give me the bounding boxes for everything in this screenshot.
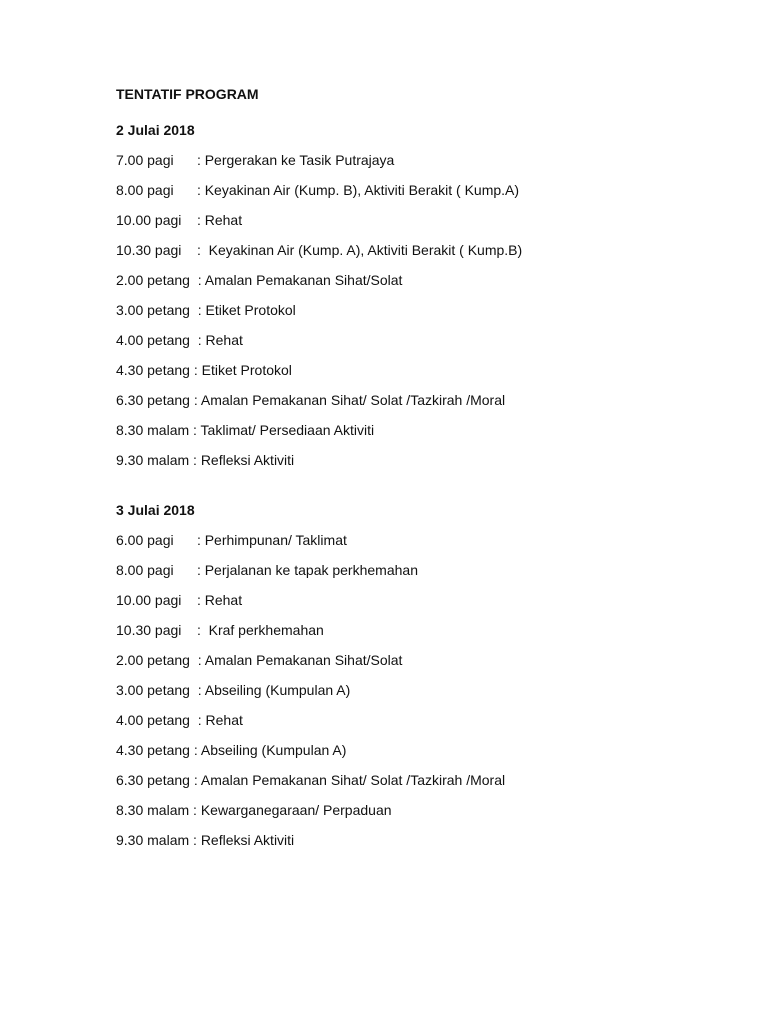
schedule-list (116, 150, 736, 470)
schedule-item: 6.00 pagi : Perhimpunan/ Taklimat (116, 532, 347, 548)
schedule-item: 10.30 pagi : Kraf perkhemahan (116, 622, 324, 638)
schedule-item: 4.30 petang : Abseiling (Kumpulan A) (116, 742, 347, 758)
schedule-item: 8.00 pagi : Keyakinan Air (Kump. B), Aktiviti Berakit ( Kump.A) (116, 182, 520, 198)
schedule-item: 8.30 malam : Taklimat/ Persediaan Aktiviti (116, 422, 375, 438)
schedule-list (116, 530, 736, 850)
document-page (116, 84, 736, 860)
day-date: 2 Julai 2018 (116, 122, 195, 138)
schedule-item: 6.30 petang : Amalan Pemakanan Sihat/ Solat /Tazkirah /Moral (116, 772, 506, 788)
schedule-item: 2.00 petang : Amalan Pemakanan Sihat/Solat (116, 652, 403, 668)
schedule-item: 3.00 petang : Abseiling (Kumpulan A) (116, 682, 351, 698)
schedule-item: 4.30 petang : Etiket Protokol (116, 362, 292, 378)
schedule-item: 4.00 petang : Rehat (116, 712, 243, 728)
schedule-item: 7.00 pagi : Pergerakan ke Tasik Putrajaya (116, 152, 395, 168)
section-spacer (116, 480, 736, 500)
schedule-item: 9.30 malam : Refleksi Aktiviti (116, 452, 295, 468)
document-title: TENTATIF PROGRAM (116, 86, 259, 102)
schedule-item: 9.30 malam : Refleksi Aktiviti (116, 832, 295, 848)
schedule-item: 8.00 pagi : Perjalanan ke tapak perkhemahan (116, 562, 418, 578)
schedule-item: 10.30 pagi : Keyakinan Air (Kump. A), Aktiviti Berakit ( Kump.B) (116, 242, 523, 258)
schedule-item: 10.00 pagi : Rehat (116, 212, 243, 228)
schedule-item: 3.00 petang : Etiket Protokol (116, 302, 296, 318)
day-section-2 (116, 500, 736, 850)
schedule-item: 8.30 malam : Kewarganegaraan/ Perpaduan (116, 802, 392, 818)
schedule-item: 10.00 pagi : Rehat (116, 592, 243, 608)
day-section-1 (116, 120, 736, 470)
day-date: 3 Julai 2018 (116, 502, 195, 518)
schedule-item: 4.00 petang : Rehat (116, 332, 243, 348)
schedule-item: 6.30 petang : Amalan Pemakanan Sihat/ Solat /Tazkirah /Moral (116, 392, 506, 408)
schedule-item: 2.00 petang : Amalan Pemakanan Sihat/Solat (116, 272, 403, 288)
